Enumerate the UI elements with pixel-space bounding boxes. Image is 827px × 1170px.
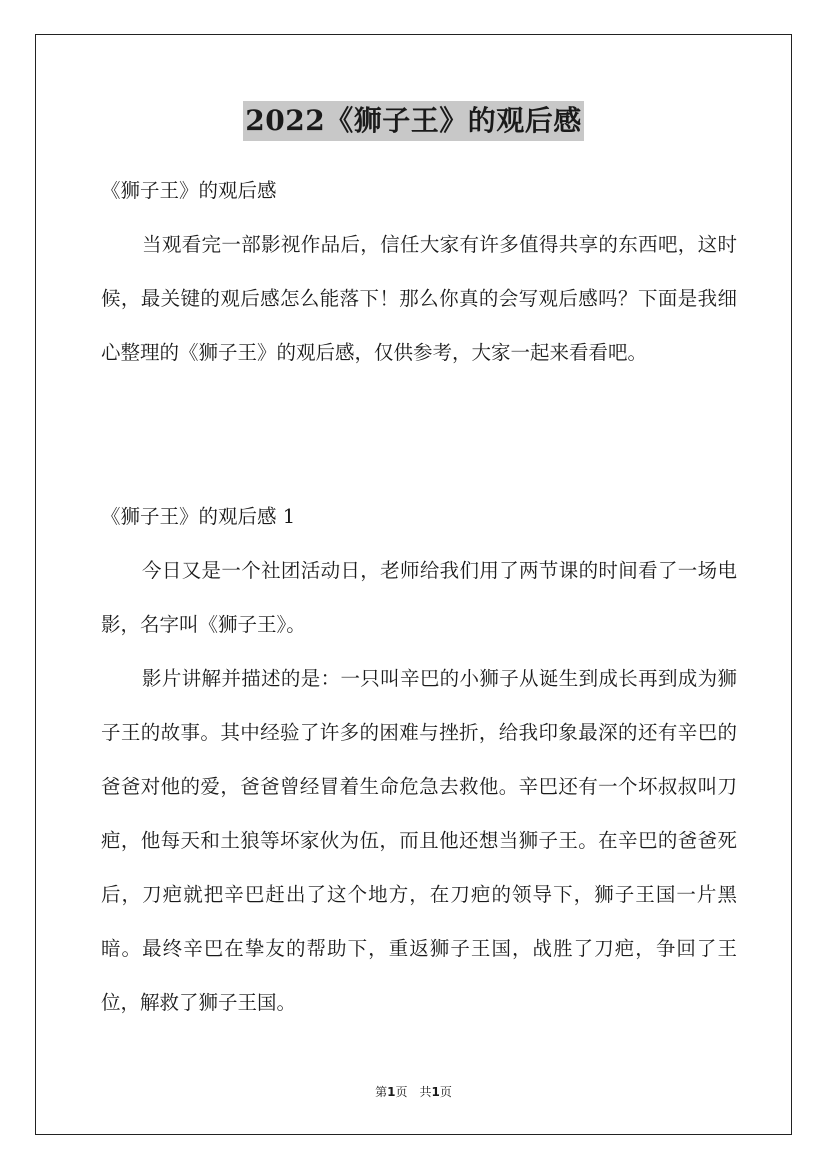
footer-page-total: 1 <box>431 1085 440 1099</box>
subtitle: 《狮子王》的观后感 <box>101 179 277 202</box>
document-title: 2022《狮子王》的观后感 <box>243 101 583 141</box>
footer-mid: 页 共 <box>395 1085 432 1099</box>
page-footer <box>0 1083 827 1100</box>
paragraph-1: 今日又是一个社团活动日，老师给我们用了两节课的时间看了一场电影，名字叫《狮子王》。 <box>101 559 737 636</box>
paragraph-2: 影片讲解并描述的是：一只叫辛巴的小狮子从诞生到成长再到成为狮子王的故事。其中经验了许多的困难与挫折，给我印象最深的还有辛巴的爸爸对他的爱，爸爸曾经冒着生命危急去救他。辛巴还有一个坏叔叔叫刀疤，他每天和土狼等坏家伙为伍，而且他还想当狮子王。在辛巴的爸爸死后，刀疤就把辛巴赶出了这个地方，在刀疤的领导下，狮子王国一片黑暗。最终辛巴在挚友的帮助下，重返狮子王国，战胜了刀疤，争回了王位，解救了狮子王国。 <box>101 667 737 1014</box>
footer-prefix: 第 <box>375 1085 388 1099</box>
footer-suffix: 页 <box>439 1085 452 1099</box>
section-heading: 《狮子王》的观后感 1 <box>101 505 296 528</box>
footer-page-number: 1 <box>387 1085 396 1099</box>
intro-paragraph: 当观看完一部影视作品后，信任大家有许多值得共享的东西吧，这时候，最关键的观后感怎么能落下！那么你真的会写观后感吗？下面是我细心整理的《狮子王》的观后感，仅供参考，大家一起来看看吧。 <box>101 233 737 364</box>
title-container <box>0 101 827 141</box>
